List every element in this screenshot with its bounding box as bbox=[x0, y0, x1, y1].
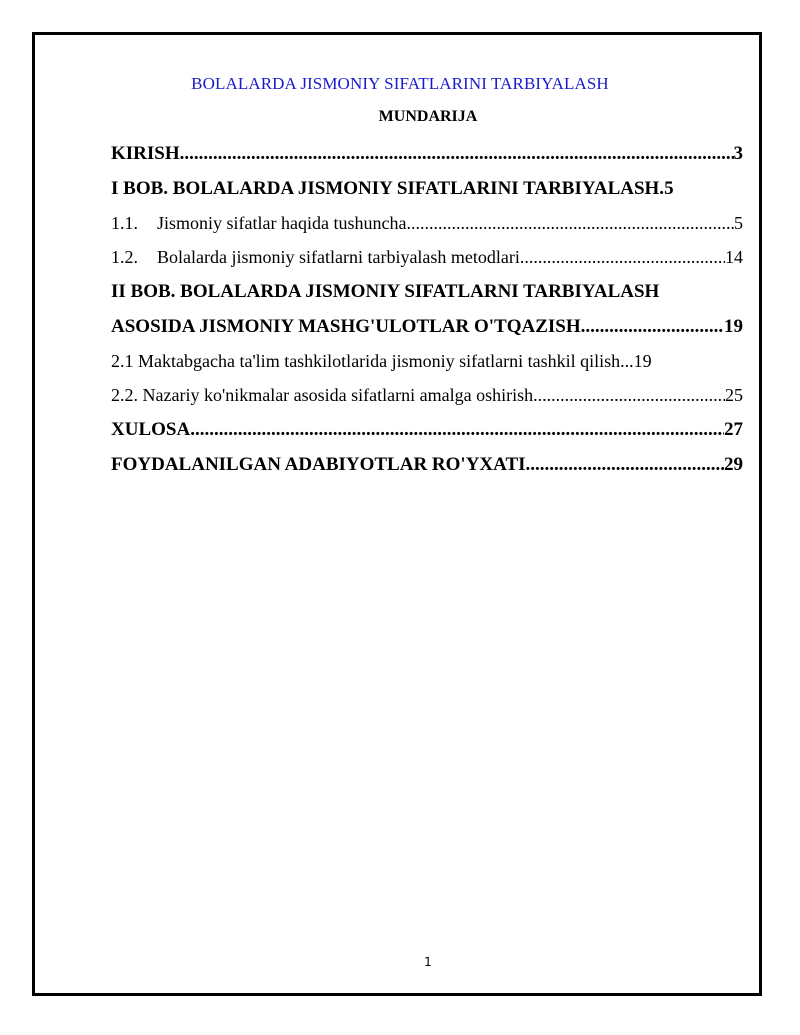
toc-entry-text: 2.1 Maktabgacha ta'lim tashkilotlarida jismoniy sifatlarni tashkil qilish... bbox=[111, 351, 634, 371]
toc-entry-text: II BOB. BOLALARDA JISMONIY SIFATLARNI TARBIYALASH bbox=[111, 281, 660, 302]
toc-entry-section-1-2[interactable] bbox=[111, 240, 743, 274]
toc-entry-kirish[interactable] bbox=[111, 136, 743, 171]
toc-entry-page: 5 bbox=[664, 178, 674, 199]
document-title: BOLALARDA JISMONIY SIFATLARINI TARBIYALASH bbox=[191, 74, 609, 93]
toc-entry-text: Jismoniy sifatlar haqida tushuncha bbox=[157, 213, 407, 233]
toc-entry-chapter-1[interactable] bbox=[111, 171, 743, 206]
toc-entry-section-2-2[interactable] bbox=[111, 378, 743, 412]
toc-entry-text: Bolalarda jismoniy sifatlarni tarbiyalash metodlari bbox=[157, 247, 520, 267]
toc-entry-page: 5 bbox=[734, 213, 743, 233]
toc-entry-chapter-2-line-1[interactable] bbox=[111, 274, 743, 309]
toc-entry-text: KIRISH bbox=[111, 143, 180, 164]
toc-entry-page: 25 bbox=[725, 385, 743, 405]
toc-entry-section-1-1[interactable] bbox=[111, 206, 743, 240]
toc-leader-dots bbox=[520, 240, 725, 274]
toc-entry-page: 27 bbox=[724, 419, 743, 440]
toc-entry-xulosa[interactable] bbox=[111, 412, 743, 447]
toc-leader-dots bbox=[190, 412, 724, 447]
toc-entry-number: 1.2. bbox=[111, 247, 138, 267]
toc-entry-number: 1.1. bbox=[111, 213, 138, 233]
toc-entry-text: XULOSA bbox=[111, 419, 191, 440]
toc-entry-text: FOYDALANILGAN ADABIYOTLAR RO'YXATI bbox=[111, 454, 526, 475]
toc-leader-dots bbox=[180, 136, 734, 171]
toc-entry-page: 29 bbox=[724, 454, 743, 475]
toc-leader-dots bbox=[406, 206, 734, 240]
toc-entry-section-2-1[interactable] bbox=[111, 344, 743, 378]
toc-leader-dots bbox=[581, 309, 724, 344]
toc-entry-page: 19 bbox=[724, 316, 743, 337]
toc-heading: MUNDARIJA bbox=[378, 108, 478, 125]
toc-entry-text: I BOB. BOLALARDA JISMONIY SIFATLARINI TARBIYALASH. bbox=[111, 178, 665, 199]
toc-entry-chapter-2-line-2[interactable] bbox=[111, 309, 743, 344]
toc-entry-text: 2.2. Nazariy ko'nikmalar asosida sifatlarni amalga oshirish bbox=[111, 385, 534, 405]
toc-leader-dots bbox=[533, 378, 725, 412]
toc-entry-page: 19 bbox=[633, 351, 652, 371]
page-number: 1 bbox=[424, 955, 432, 969]
toc-entry-page: 3 bbox=[733, 143, 743, 164]
toc-entry-references[interactable] bbox=[111, 447, 743, 482]
toc-entry-page: 14 bbox=[725, 247, 743, 267]
toc-leader-dots bbox=[526, 447, 724, 482]
table-of-contents bbox=[111, 136, 743, 482]
toc-entry-text: ASOSIDA JISMONIY MASHG'ULOTLAR O'TQAZISH bbox=[111, 316, 581, 337]
